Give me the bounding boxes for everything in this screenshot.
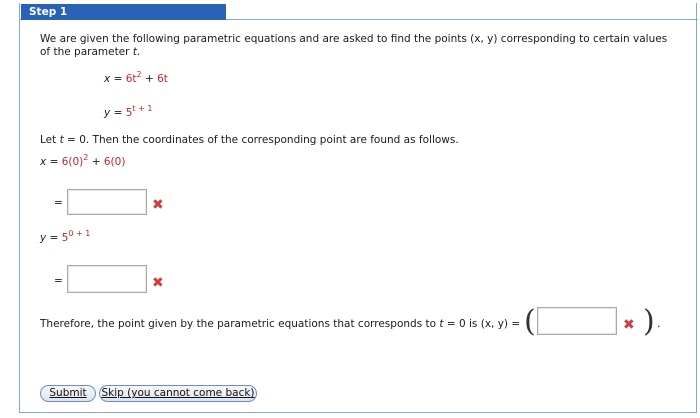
step-title: Step 1 [21, 4, 226, 20]
conclusion-period: . [657, 318, 661, 330]
close-parenthesis: ) [643, 304, 655, 339]
skip-button[interactable]: Skip (you cannot come back) [99, 385, 257, 402]
y-answer-equals: = [54, 275, 63, 287]
y-calculation: $y = 5^{0 + 1}$ [40, 229, 91, 244]
let-line: Let t = 0. Then the coordinates of the corresponding point are found as follows. [40, 134, 459, 146]
y-answer-incorrect-icon: ✖ [152, 275, 164, 291]
x-answer-equals: = [54, 197, 63, 209]
submit-button[interactable]: Submit [40, 385, 96, 402]
x-answer-input[interactable] [67, 189, 147, 215]
point-answer-input[interactable] [537, 307, 617, 335]
intro-line-1: We are given the following parametric equations and are asked to find the points (x, y) corresponding to certain values [40, 33, 668, 45]
point-answer-incorrect-icon: ✖ [623, 317, 635, 333]
intro-line-2: of the parameter t. [40, 46, 141, 58]
x-answer-incorrect-icon: ✖ [152, 197, 164, 213]
y-answer-input[interactable] [67, 265, 147, 293]
x-equation: $x = 6t^2 + 6t$ [104, 70, 168, 85]
x-calculation: $x = 6(0)^2 + 6(0)$ [40, 153, 126, 168]
conclusion-text: Therefore, the point given by the parametric equations that corresponds to t = 0 is (x, y) = [40, 318, 521, 330]
y-equation: $y = 5^{t + 1}$ [104, 104, 153, 119]
open-parenthesis: ( [524, 304, 536, 339]
